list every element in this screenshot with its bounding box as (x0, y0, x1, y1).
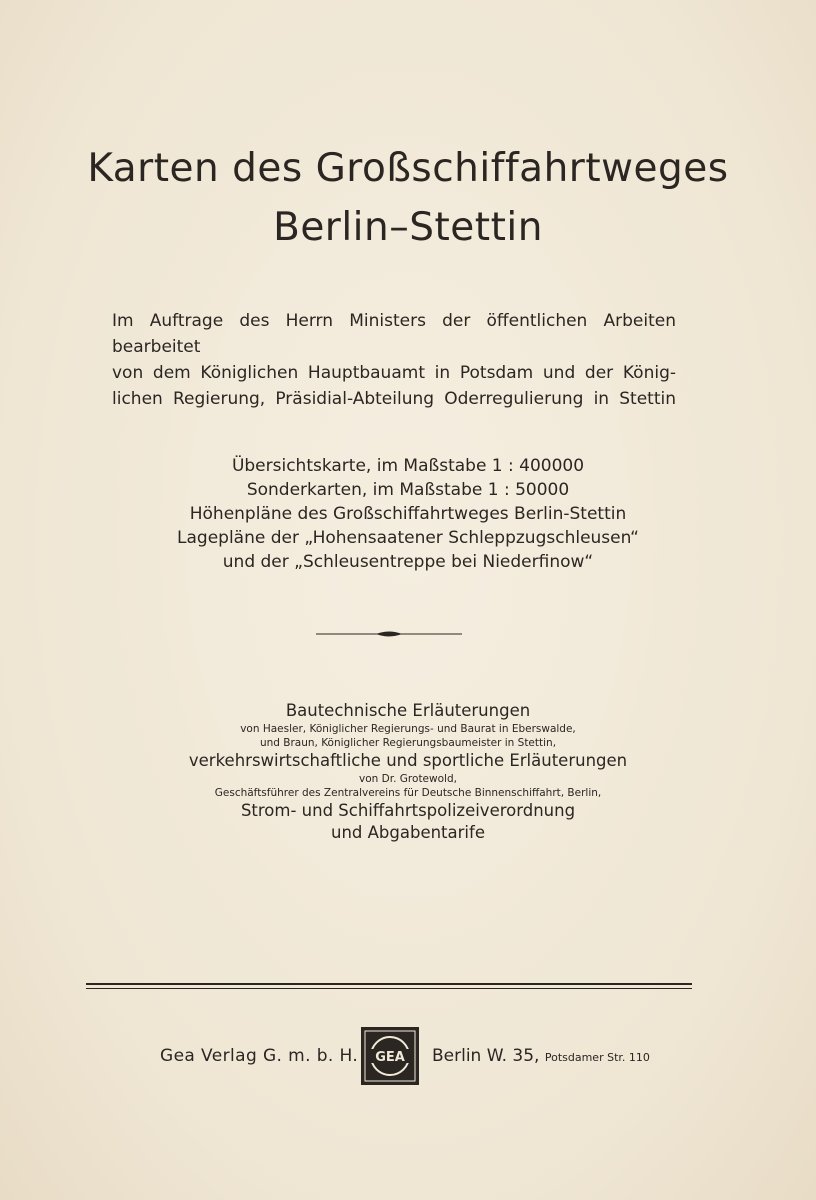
imprint (0, 1026, 816, 1088)
commission-line-2: von dem Königlichen Hauptbauamt in Potsdam und der König- (112, 363, 676, 383)
commission-line-1: Im Auftrage des Herrn Ministers der öffentlichen Arbeiten bearbeitet (112, 311, 676, 357)
publisher-name: Gea Verlag G. m. b. H. (160, 1046, 359, 1066)
publisher-address (432, 1046, 650, 1066)
map-list-item: Übersichtskarte, im Maßstabe 1 : 400000 (231, 456, 585, 476)
ornament-divider (316, 628, 462, 640)
address-street: Potsdamer Str. 110 (544, 1051, 650, 1064)
authors-line-2: und Braun, Königlicher Regierungsbaumeister in Stettin, (259, 737, 557, 749)
title-line-1: Karten des Großschiffahrtweges (87, 146, 729, 191)
map-list-item: Sonderkarten, im Maßstabe 1 : 50000 (246, 480, 570, 500)
verkehr-heading: verkehrswirtschaftliche und sportliche Erläuterungen (188, 751, 628, 770)
gea-logo-icon (360, 1026, 420, 1086)
abgaben-heading: und Abgabentarife (331, 823, 485, 842)
footer-rule-thin (86, 988, 692, 989)
map-list-item: und der „Schleusentreppe bei Niederfinow“ (222, 552, 594, 572)
svg-text:GEA: GEA (375, 1050, 405, 1065)
bautechnische-heading: Bautechnische Erläuterungen (285, 701, 531, 720)
map-list (0, 454, 816, 574)
title-line-2: Berlin–Stettin (273, 205, 543, 250)
address-city: Berlin W. 35, (432, 1046, 540, 1066)
author-3-role: Geschäftsführer des Zentralvereins für Deutsche Binnenschiffahrt, Berlin, (214, 787, 602, 799)
footer-rule-thick (86, 983, 692, 985)
map-list-item: Höhenpläne des Großschiffahrtweges Berlin-Stettin (189, 504, 627, 524)
authors-line-1: von Haesler, Königlicher Regierungs- und Baurat in Eberswalde, (240, 723, 576, 735)
strom-heading: Strom- und Schiffahrtspolizeiverordnung (240, 801, 576, 820)
author-3-name: von Dr. Grotewold, (359, 773, 457, 785)
commission-line-3: lichen Regierung, Präsidial-Abteilung Oderregulierung in Stettin (112, 389, 676, 409)
map-list-item: Lagepläne der „Hohensaatener Schleppzugschleusen“ (177, 528, 639, 548)
commission-paragraph (112, 308, 676, 412)
explanations-block (0, 700, 816, 844)
